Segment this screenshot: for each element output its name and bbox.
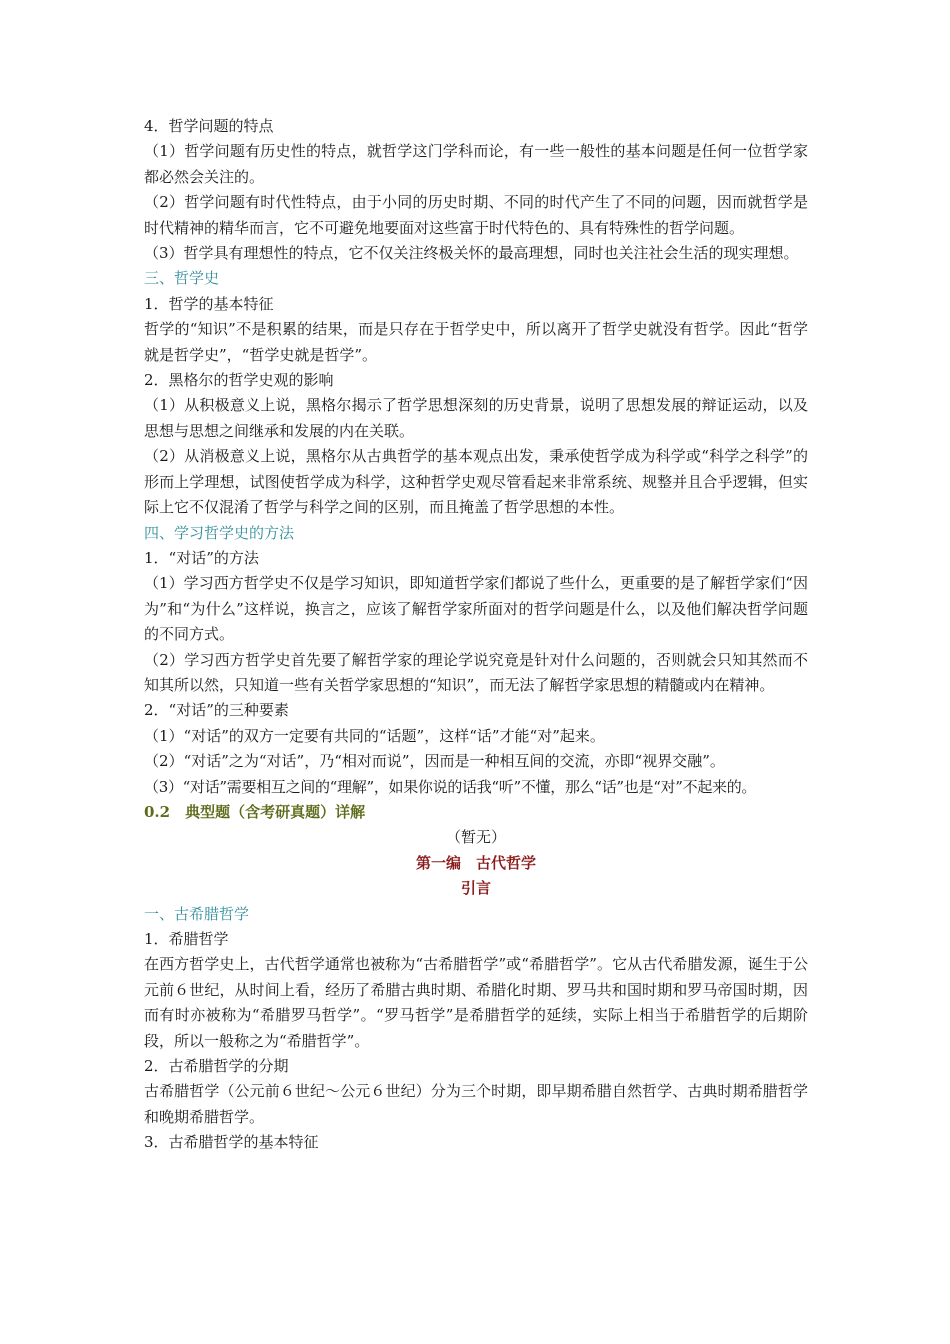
heading-history-of-philosophy: 三、哲学史 — [144, 269, 220, 288]
paragraph: 在西方哲学史上，古代哲学通常也被称为“古希腊哲学”或“希腊哲学”。它从古代希腊发源，诞生于公元前６世纪，从时间上看，经历了希腊古典时期、希腊化时期、罗马共和国时期和罗马帝国时期，因而有时亦被称为“希腊罗马哲学”。“罗马哲学”是希腊哲学的延续，实际上相当于希腊哲学的后期阶段，所以一般称之为“希腊哲学”。 — [144, 955, 808, 1050]
subheading: 1．哲学的基本特征 — [144, 294, 274, 313]
subheading: 1．“对话”的方法 — [144, 548, 259, 567]
part-title: 第一编 古代哲学 — [415, 853, 536, 872]
paragraph: （2）学习西方哲学史首先要了解哲学家的理论学说究竟是针对什么问题的，否则就会只知其然而不知其所以然，只知道一些有关哲学家思想的“知识”，而无法了解哲学家思想的精髓或内在精神。 — [144, 650, 808, 694]
subheading: 2．黑格尔的哲学史观的影响 — [144, 371, 334, 390]
paragraph: （3）哲学具有理想性的特点，它不仅关注终极关怀的最高理想，同时也关注社会生活的现实理想。 — [144, 244, 799, 263]
paragraph: （1）哲学问题有历史性的特点，就哲学这门学科而论，有一些一般性的基本问题是任何一位哲学家都必然会关注的。 — [144, 142, 808, 186]
paragraph: （2）从消极意义上说，黑格尔从古典哲学的基本观点出发，秉承使哲学成为科学或“科学之科学”的形而上学理想，试图使哲学成为科学，这种哲学史观尽管看起来非常系统、规整并且合乎逻辑，但实际上它不仅混淆了哲学与科学之间的区别，而且掩盖了哲学思想的本性。 — [144, 447, 808, 517]
subheading: 1．希腊哲学 — [144, 930, 229, 948]
heading-typical-questions: 0.2 典型题（含考研真题）详解 — [144, 802, 366, 821]
paragraph: （1）学习西方哲学史不仅是学习知识，即知道哲学家们都说了些什么，更重要的是了解哲学家们“因为”和“为什么”这样说，换言之，应该了解哲学家所面对的哲学问题是什么，以及他们解决哲学问题的不同方式。 — [144, 574, 808, 644]
subheading: 2．古希腊哲学的分期 — [144, 1057, 289, 1076]
paragraph: 哲学的“知识”不是积累的结果，而是只存在于哲学史中，所以离开了哲学史就没有哲学。因此“哲学就是哲学史”，“哲学史就是哲学”。 — [144, 320, 808, 364]
section-4-title: 4．哲学问题的特点 — [144, 117, 274, 135]
document-page — [144, 114, 808, 1156]
paragraph: （3）“对话”需要相互之间的“理解”，如果你说的话我“听”不懂，那么“话”也是“对”不起来的。 — [144, 777, 757, 796]
heading-methods: 四、学习哲学史的方法 — [144, 523, 295, 542]
paragraph: （1）“对话”的双方一定要有共同的“话题”，这样“话”才能“对”起来。 — [144, 726, 605, 745]
paragraph: （2）“对话”之为“对话”，乃“相对而说”，因而是一种相互间的交流，亦即“视界交融”。 — [144, 752, 725, 771]
paragraph: 古希腊哲学（公元前６世纪～公元６世纪）分为三个时期，即早期希腊自然哲学、古典时期希腊哲学和晚期希腊哲学。 — [144, 1082, 808, 1126]
paragraph: （2）哲学问题有时代性特点，由于小同的历史时期、不同的时代产生了不同的问题，因而就哲学是时代精神的精华而言，它不可避免地要面对这些富于时代特色的、具有特殊性的哲学问题。 — [144, 193, 808, 237]
paragraph: （1）从积极意义上说，黑格尔揭示了哲学思想深刻的历史背景，说明了思想发展的辩证运动，以及思想与思想之间继承和发展的内在关联。 — [144, 396, 808, 440]
heading-ancient-greek: 一、古希腊哲学 — [144, 904, 250, 923]
subheading: 2．“对话”的三种要素 — [144, 701, 289, 720]
intro-title: 引言 — [460, 879, 491, 898]
none-note: （暂无） — [445, 828, 506, 847]
subheading: 3．古希腊哲学的基本特征 — [144, 1133, 319, 1152]
